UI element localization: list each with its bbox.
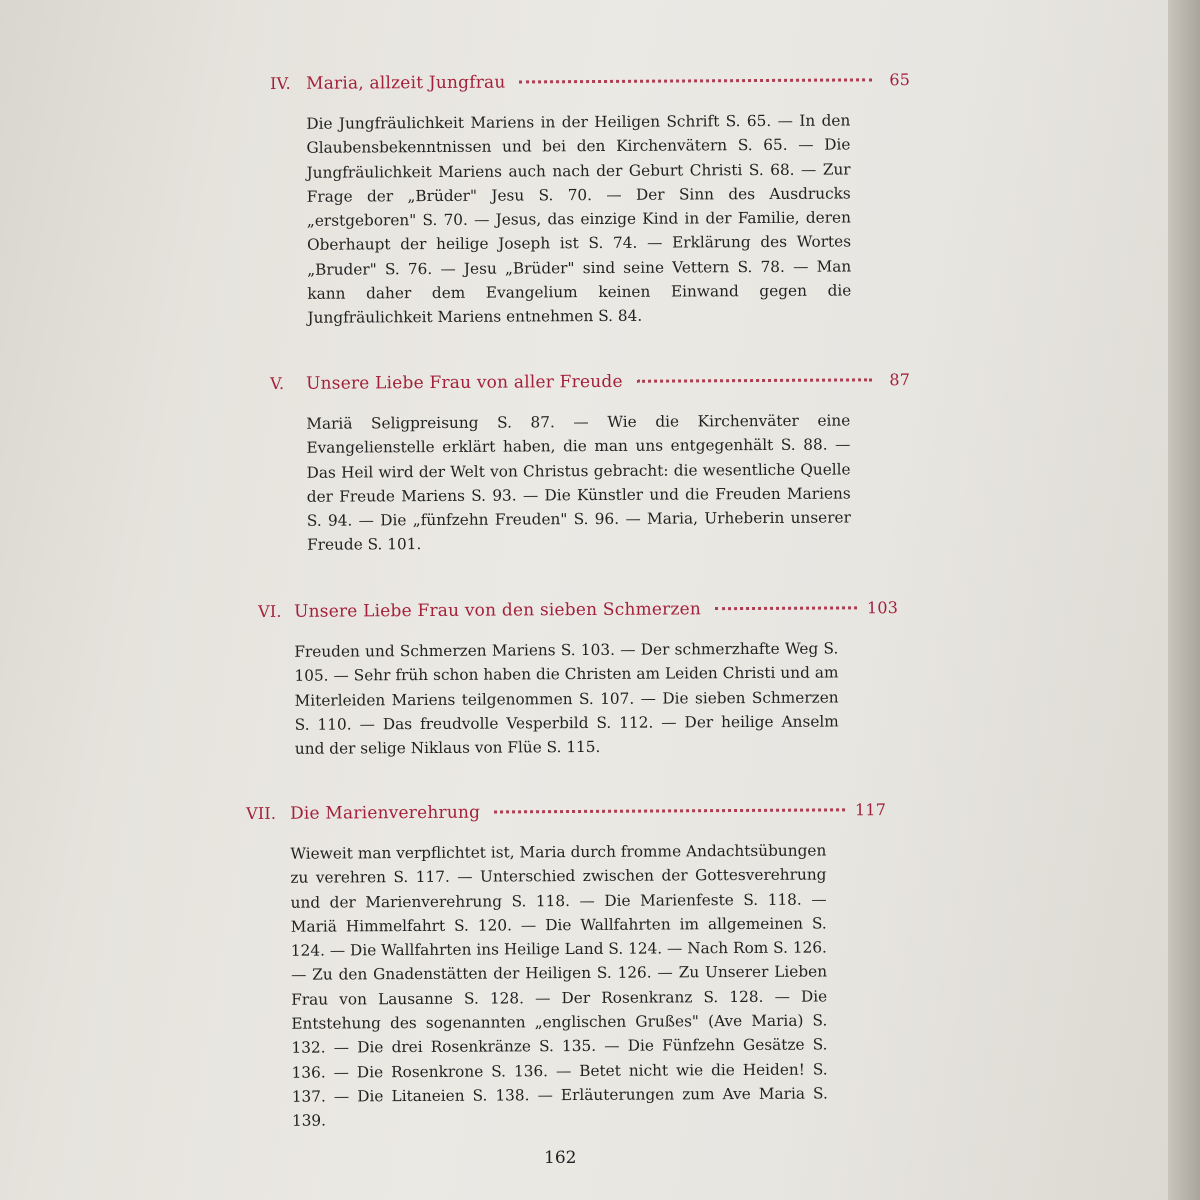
chapter-title: Maria, allzeit Jungfrau bbox=[305, 72, 506, 94]
chapter-page-number: 87 bbox=[889, 370, 911, 390]
dot-leader bbox=[519, 78, 872, 83]
toc-chapter-vii bbox=[246, 800, 888, 1149]
chapter-summary: Mariä Seligpreisung S. 87. — Wie die Kirchenväter eine Evangelienstelle erklärt haben, die man uns entgegenhält S. 88. — Das Heil wird der Welt von Christus gebracht: die wesentliche Quelle der Freude Mariens S. 93. — Die Künstler und die Freuden Mariens S. 94. — Die „fünfzehn Freuden" S. 96. — Maria, Urheberin unserer Freude S. 101. bbox=[306, 411, 851, 555]
chapter-heading bbox=[258, 598, 898, 630]
dot-leader bbox=[715, 606, 857, 610]
chapter-numeral: V. bbox=[270, 373, 285, 393]
chapter-heading bbox=[270, 370, 910, 402]
chapter-title: Unsere Liebe Frau von den sieben Schmerzen bbox=[293, 599, 702, 622]
chapter-numeral: VII. bbox=[246, 803, 277, 823]
chapter-heading bbox=[246, 800, 886, 832]
chapter-heading bbox=[270, 70, 910, 102]
chapter-page-number: 65 bbox=[889, 70, 911, 90]
dot-leader bbox=[494, 808, 845, 813]
chapter-title: Unsere Liebe Frau von aller Freude bbox=[305, 371, 623, 394]
chapter-title: Die Marienverehrung bbox=[289, 802, 481, 824]
chapter-summary: Freuden und Schmerzen Mariens S. 103. — Der schmerzhafte Weg S. 105. — Sehr früh schon haben die Christen am Leiden Christi und am Miterleiden Mariens teilgenommen S. 107. — Die sieben Schmerzen S. 110. — Das freudvolle Vesperbild S. 112. — Der heilige Anselm und der selige Niklaus von Flüe S. 115. bbox=[294, 639, 839, 758]
chapter-numeral: VI. bbox=[258, 601, 282, 621]
chapter-page-number: 117 bbox=[854, 800, 887, 820]
toc-chapter-v bbox=[270, 370, 911, 573]
toc-chapter-vi bbox=[258, 598, 899, 777]
chapter-numeral: IV. bbox=[270, 73, 291, 93]
dot-leader bbox=[637, 378, 872, 382]
chapter-summary: Wieweit man verpflichtet ist, Maria durch fromme Andachtsübungen zu verehren S. 117. — Unterschied zwischen der Gottesverehrung und der Marienverehrung S. 118. — Die Marienfeste S. 118. — Mariä Himmelfahrt S. 120. — Die Wallfahrten im allgemeinen S. 124. — Die Wallfahrten ins Heilige Land S. 124. — Nach Rom S. 126. — Zu den Gnadenstätten der Heiligen S. 126. — Zu Unserer Lieben Frau von Lausanne S. 128. — Der Rosenkranz S. 128. — Die Entstehung des sogenannten „englischen Grußes" (Ave Maria) S. 132. — Die drei Rosenkränze S. 135. — Die Fünfzehn Gesätze S. 136. — Die Rosenkrone S. 136. — Betet nicht wie die Heiden! S. 137. — Die Litaneien S. 138. — Erläuterungen zum Ave Maria S. 139. bbox=[290, 841, 828, 1130]
toc-chapter-iv bbox=[270, 70, 912, 346]
page-number: 162 bbox=[544, 1148, 577, 1168]
chapter-summary: Die Jungfräulichkeit Mariens in der Heiligen Schrift S. 65. — In den Glaubensbekenntnissen und bei den Kirchenvätern S. 65. — Die Jungfräulichkeit Mariens auch nach der Geburt Christi S. 68. — Zur Frage der „Brüder" Jesu S. 70. — Der Sinn des Ausdrucks „erstgeboren" S. 70. — Jesus, das einzige Kind in der Familie, deren Oberhaupt der heilige Joseph ist S. 74. — Erklärung des Wortes „Bruder" S. 76. — Jesu „Brüder" sind seine Vettern S. 78. — Man kann daher dem Evangelium keinen Einwand gegen die Jungfräulichkeit Mariens entnehmen S. 84. bbox=[306, 111, 852, 328]
page-edge bbox=[1168, 0, 1200, 1200]
chapter-page-number: 103 bbox=[866, 598, 899, 618]
